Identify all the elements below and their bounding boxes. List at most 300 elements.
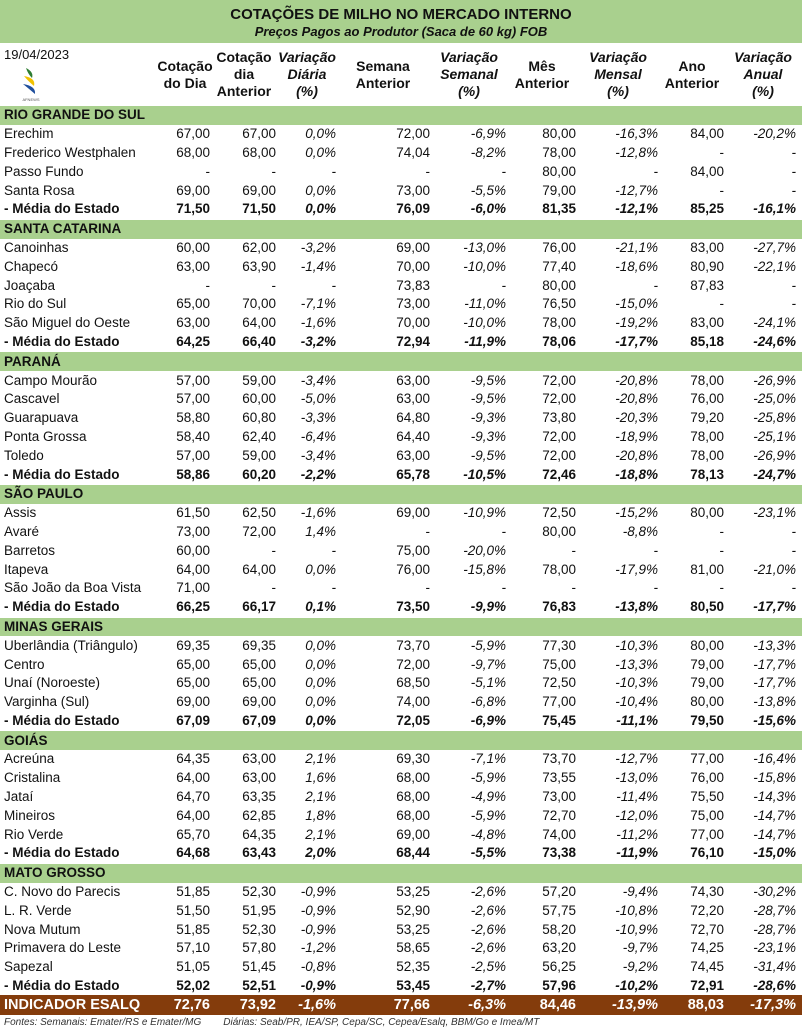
cell-col-3: 1,6% [305,770,336,786]
cell-col-6: 76,00 [542,239,576,255]
cell-col-5: - [501,277,506,293]
cell-col-2: 62,40 [242,428,276,444]
cell-col-9: - [791,523,797,539]
cell-col-6: 72,00 [542,447,576,463]
cell-col-2: 62,50 [242,505,276,521]
cell-col-9: -22,1% [753,258,797,274]
table-row [0,239,802,258]
cell-col-4: - [425,163,430,179]
cell-col-4: 63,00 [396,447,430,463]
cell-col-2: 67,00 [242,126,276,142]
cell-col-4: 72,00 [396,126,430,142]
cell-col-5: - [501,523,506,539]
cell-col-7: -11,2% [616,826,658,842]
cell-col-3: -0,9% [300,884,336,900]
cell-col-7: -10,8% [615,902,658,918]
cell-col-4: 73,83 [396,277,430,293]
row-label: Guarapuava [4,410,79,426]
cell-col-3: -3,4% [300,447,336,463]
table-row [0,523,802,542]
cell-col-9: - [791,182,797,198]
section-header [0,352,802,371]
cell-col-2: 59,00 [242,447,276,463]
table-row [0,371,802,390]
cell-col-7: -8,8% [622,523,658,539]
cell-col-1: - [205,163,210,179]
table-row [0,674,802,693]
cell-col-5: -9,3% [470,410,506,426]
cell-col-3: -7,1% [300,296,336,312]
cell-col-5: -20,0% [463,542,506,558]
row-label: Unaí (Noroeste) [4,675,101,691]
state-average-row [0,712,802,731]
cell-col-8: - [719,144,724,160]
row-label: Joaçaba [4,277,56,293]
cell-col-3: -3,4% [300,372,336,388]
cell-col-2: 62,00 [242,239,276,255]
cell-col-5: -5,9% [470,637,506,653]
cell-col-6: 79,00 [542,182,576,198]
cell-col-2: 51,95 [242,902,276,918]
cell-col-6: - [571,580,576,596]
section-header [0,484,802,503]
cell-col-6: 78,00 [542,561,576,577]
cell-col-3: -3,2% [300,333,336,349]
cell-col-7: -10,2% [615,978,658,994]
cell-col-7: -16,3% [615,126,658,142]
cell-col-2: 68,00 [242,144,276,160]
cell-col-7: -18,9% [615,428,658,444]
cell-col-4: 65,78 [396,466,430,482]
cell-col-7: -17,7% [615,333,658,349]
section-header [0,106,802,125]
cell-col-6: - [571,542,576,558]
cell-col-2: 66,40 [242,333,276,349]
cell-col-4: 63,00 [396,372,430,388]
cell-col-2: 70,00 [242,296,276,312]
cell-col-5: -9,9% [470,599,506,615]
cell-col-9: -15,8% [753,770,797,786]
cell-col-1: 72,76 [160,995,210,1015]
cell-col-5: -9,5% [470,391,506,407]
column-header-line: Cotação [157,57,213,74]
cell-col-8: - [719,182,724,198]
cell-col-8: 75,50 [690,789,724,805]
cell-col-4: 64,40 [396,428,430,444]
table-row [0,883,802,902]
cell-col-2: 64,00 [242,561,276,577]
row-label: INDICADOR ESALQ [0,995,160,1015]
cell-col-4: 76,00 [396,561,430,577]
cell-col-4: 69,00 [396,505,430,521]
cell-col-9: - [791,144,797,160]
cell-col-8: - [719,296,724,312]
cell-col-7: -11,4% [616,789,658,805]
cell-col-1: 61,50 [176,505,210,521]
cell-col-9: -17,7% [753,675,797,691]
cell-col-6: 78,00 [542,144,576,160]
table-row [0,825,802,844]
cell-col-1: 65,00 [176,296,210,312]
section-header [0,219,802,238]
cell-col-9: -15,0% [753,845,797,861]
cell-col-2: 51,45 [242,959,276,975]
row-label: Cristalina [4,770,61,786]
cell-col-6: 73,00 [542,789,576,805]
cell-col-3: -6,4% [300,428,336,444]
table-row [0,920,802,939]
cell-col-5: -2,6% [470,884,506,900]
cell-col-6: 57,96 [542,978,576,994]
cell-col-6: 77,40 [542,258,576,274]
row-label: Toledo [4,447,44,463]
cell-col-2: 64,00 [242,315,276,331]
cell-col-3: 1,8% [305,807,336,823]
table-row [0,181,802,200]
column-header-5 [430,44,508,105]
cell-col-6: 84,46 [506,995,576,1015]
column-header-line: Variação [278,49,336,65]
cell-col-4: 77,66 [336,995,430,1015]
column-header-4 [336,44,430,105]
row-label: Avaré [4,523,40,539]
cell-col-9: -27,7% [753,239,797,255]
cell-col-4: 70,00 [396,315,430,331]
cell-col-3: 0,0% [305,144,336,160]
cell-col-9: -28,7% [753,902,797,918]
table-row [0,144,802,163]
row-label: Chapecó [4,258,59,274]
cell-col-9: -14,7% [753,807,797,823]
cell-col-3: 0,0% [305,656,336,672]
cell-col-6: 73,38 [542,845,576,861]
cell-col-3: -0,9% [300,902,336,918]
cell-col-1: 64,00 [176,561,210,577]
cell-col-7: -13,0% [615,770,658,786]
table-row [0,541,802,560]
column-header-line: Anterior [664,74,720,91]
cell-col-2: 69,00 [242,182,276,198]
cell-col-5: -11,9% [464,333,506,349]
cell-col-3: 0,0% [305,712,336,728]
cell-col-9: -16,1% [753,201,797,217]
cell-col-8: 85,25 [690,201,724,217]
cell-col-4: 74,00 [396,694,430,710]
cell-col-7: -21,1% [615,239,658,255]
cell-col-7: -12,8% [615,144,658,160]
column-header-line: dia [233,66,255,82]
table-header [0,43,802,105]
state-average-row [0,977,802,996]
table-row [0,788,802,807]
indicator-esalq-row [0,995,802,1015]
row-label: Itapeva [4,561,49,577]
cell-col-1: 64,00 [176,807,210,823]
cell-col-4: 75,00 [396,542,430,558]
table-row [0,579,802,598]
cell-col-3: - [331,163,336,179]
column-header-line: Variação [440,49,498,65]
cell-col-7: - [653,163,658,179]
cell-col-6: 72,00 [542,391,576,407]
cell-col-2: 60,00 [242,391,276,407]
sources-footer [0,1015,802,1030]
svg-text:AFNEWS: AFNEWS [22,97,40,102]
weekly-sources: Fontes: Semanais: Emater/RS e Emater/MG [4,1017,202,1029]
column-header-9 [724,44,802,105]
cell-col-7: -20,8% [615,447,658,463]
cell-col-9: -23,1% [753,940,797,956]
table-row [0,750,802,769]
cell-col-7: -20,3% [615,410,658,426]
cell-col-4: 52,35 [396,959,430,975]
cell-col-7: -11,1% [616,712,658,728]
cell-col-1: 69,00 [176,182,210,198]
cell-col-5: -9,5% [470,447,506,463]
row-label: Nova Mutum [4,921,81,937]
cell-col-7: - [653,277,658,293]
cell-col-6: 73,55 [542,770,576,786]
cell-col-4: 69,00 [396,239,430,255]
cell-col-8: 74,45 [690,959,724,975]
column-header-line: (%) [458,83,480,99]
cell-col-6: 80,00 [542,277,576,293]
cell-col-1: 67,09 [176,712,210,728]
quotes-table [0,105,802,1015]
cell-col-5: -4,8% [470,826,506,842]
cell-col-2: 63,43 [242,845,276,861]
cell-col-7: -10,3% [615,637,658,653]
cell-col-8: 75,00 [690,807,724,823]
cell-col-9: -17,7% [753,656,797,672]
cell-col-6: 76,50 [542,296,576,312]
cell-col-8: 85,18 [690,333,724,349]
cell-col-6: 72,50 [542,675,576,691]
cell-col-7: -13,9% [576,995,658,1015]
cell-col-2: 69,35 [242,637,276,653]
cell-col-4: 73,50 [396,599,430,615]
cell-col-5: -2,7% [470,978,506,994]
cell-col-6: 57,20 [542,884,576,900]
cell-col-8: 78,00 [690,428,724,444]
cell-col-2: 57,80 [242,940,276,956]
cell-col-8: 84,00 [690,163,724,179]
cell-col-9: -14,7% [753,826,797,842]
table-row [0,504,802,523]
cell-col-5: -10,0% [463,258,506,274]
cell-col-4: 52,90 [396,902,430,918]
cell-col-1: 57,00 [176,391,210,407]
cell-col-6: 80,00 [542,523,576,539]
column-header-6 [506,44,578,105]
cell-col-3: -3,2% [300,239,336,255]
cell-col-8: 79,50 [690,712,724,728]
cell-col-1: 66,25 [176,599,210,615]
row-label: São Miguel do Oeste [4,315,131,331]
cell-col-3: -1,6% [300,315,336,331]
row-label: Campo Mourão [4,372,98,388]
cell-col-1: 64,00 [176,770,210,786]
cell-col-8: 88,03 [658,995,724,1015]
cell-col-6: 81,35 [542,201,576,217]
cell-col-3: - [331,580,336,596]
cell-col-4: 68,00 [396,789,430,805]
cell-col-7: -12,7% [615,182,658,198]
cell-col-6: 72,50 [542,505,576,521]
table-row [0,769,802,788]
cell-col-6: 75,00 [542,656,576,672]
cell-col-3: 0,0% [305,182,336,198]
cell-col-3: -1,4% [300,258,336,274]
row-label: - Média do Estado [4,599,120,615]
cell-col-1: 71,00 [176,580,210,596]
cell-col-4: 74,04 [396,144,430,160]
cell-col-6: 78,00 [542,315,576,331]
table-row [0,276,802,295]
cell-col-6: 73,70 [542,751,576,767]
column-header-1 [157,44,213,105]
cell-col-7: -13,8% [615,599,658,615]
cell-col-3: -5,0% [300,391,336,407]
cell-col-1: 64,70 [176,789,210,805]
cell-col-3: 0,0% [305,561,336,577]
cell-col-7: - [653,542,658,558]
cell-col-5: -6,0% [470,201,506,217]
cell-col-1: - [205,277,210,293]
table-row [0,939,802,958]
cell-col-3: - [331,542,336,558]
cell-col-1: 69,00 [176,694,210,710]
cell-col-2: 66,17 [242,599,276,615]
cell-col-8: 72,91 [690,978,724,994]
cell-col-3: 0,0% [305,126,336,142]
cell-col-7: -10,4% [615,694,658,710]
cell-col-7: -12,1% [615,201,658,217]
cell-col-5: -2,6% [470,902,506,918]
cell-col-6: 75,45 [542,712,576,728]
cell-col-5: -4,9% [470,789,506,805]
cell-col-4: - [425,580,430,596]
row-label: São João da Boa Vista [4,580,142,596]
row-label: - Média do Estado [4,845,120,861]
row-label: - Média do Estado [4,712,120,728]
cell-col-3: - [331,277,336,293]
row-label: Sapezal [4,959,53,975]
cell-col-9: -16,4% [753,751,797,767]
cell-col-6: 77,00 [542,694,576,710]
cell-col-1: 68,00 [176,144,210,160]
cell-col-5: -10,9% [463,505,506,521]
row-label: Canoinhas [4,239,69,255]
cell-col-8: 77,00 [690,826,724,842]
cell-col-8: - [719,580,724,596]
cell-col-8: 76,00 [690,391,724,407]
cell-col-4: 68,50 [396,675,430,691]
cell-col-9: -28,6% [753,978,797,994]
cell-col-1: 71,50 [176,201,210,217]
section-name: RIO GRANDE DO SUL [0,106,802,125]
cell-col-9: -26,9% [753,372,797,388]
column-header-2 [210,44,278,105]
cell-col-9: -24,7% [753,466,797,482]
cell-col-7: -11,9% [616,845,658,861]
cell-col-7: -9,2% [622,959,658,975]
cell-col-1: 57,10 [176,940,210,956]
table-row [0,409,802,428]
section-name: SANTA CATARINA [0,219,802,238]
cell-col-5: -5,5% [470,182,506,198]
cell-col-4: 69,00 [396,826,430,842]
row-label: Passo Fundo [4,163,84,179]
table-row [0,314,802,333]
cell-col-8: 87,83 [690,277,724,293]
page-subtitle: Preços Pagos ao Produtor (Saca de 60 kg) FOB [254,24,548,39]
cell-col-1: 51,05 [176,959,210,975]
table-row [0,655,802,674]
column-header-line: Anterior [514,74,570,91]
cell-col-5: -13,0% [463,239,506,255]
cell-col-6: 77,30 [542,637,576,653]
cell-col-8: 77,00 [690,751,724,767]
cell-col-5: -8,2% [470,144,506,160]
cell-col-6: 78,06 [542,333,576,349]
column-header-line: do Dia [163,74,207,91]
cell-col-8: 83,00 [690,315,724,331]
cell-col-8: 80,00 [690,637,724,653]
row-label: L. R. Verde [4,902,72,918]
table-row [0,560,802,579]
cell-col-4: 70,00 [396,258,430,274]
cell-col-7: -13,3% [615,656,658,672]
cell-col-6: 80,00 [542,163,576,179]
cell-col-3: 0,0% [305,694,336,710]
cell-col-2: 60,80 [242,410,276,426]
cell-col-4: 53,45 [396,978,430,994]
table-row [0,162,802,181]
cell-col-9: -13,3% [753,637,797,653]
cell-col-6: 63,20 [542,940,576,956]
cell-col-8: 80,00 [690,505,724,521]
cell-col-8: 80,00 [690,694,724,710]
row-label: Mineiros [4,807,56,823]
table-row [0,257,802,276]
cell-col-7: -18,8% [615,466,658,482]
cell-col-7: -20,8% [615,372,658,388]
cell-col-6: 80,00 [542,126,576,142]
cell-col-2: 60,20 [242,466,276,482]
cell-col-6: 72,00 [542,428,576,444]
cell-col-9: - [791,163,797,179]
cell-col-5: -6,8% [470,694,506,710]
cell-col-8: 80,90 [690,258,724,274]
cell-col-1: 57,00 [176,372,210,388]
cell-col-8: 74,25 [690,940,724,956]
cell-col-5: -9,3% [470,428,506,444]
column-header-line: Mensal [594,66,642,82]
cell-col-4: 63,00 [396,391,430,407]
cell-col-4: 64,80 [396,410,430,426]
section-name: MINAS GERAIS [0,617,802,636]
cell-col-6: 57,75 [542,902,576,918]
column-header-7 [576,44,660,105]
cell-col-2: 65,00 [242,656,276,672]
title-band [0,0,802,43]
row-label: Acreúna [4,751,55,767]
cell-col-2: - [271,163,276,179]
column-header-line: Variação [734,49,792,65]
cell-col-4: 73,70 [396,637,430,653]
section-name: PARANÁ [0,352,802,371]
